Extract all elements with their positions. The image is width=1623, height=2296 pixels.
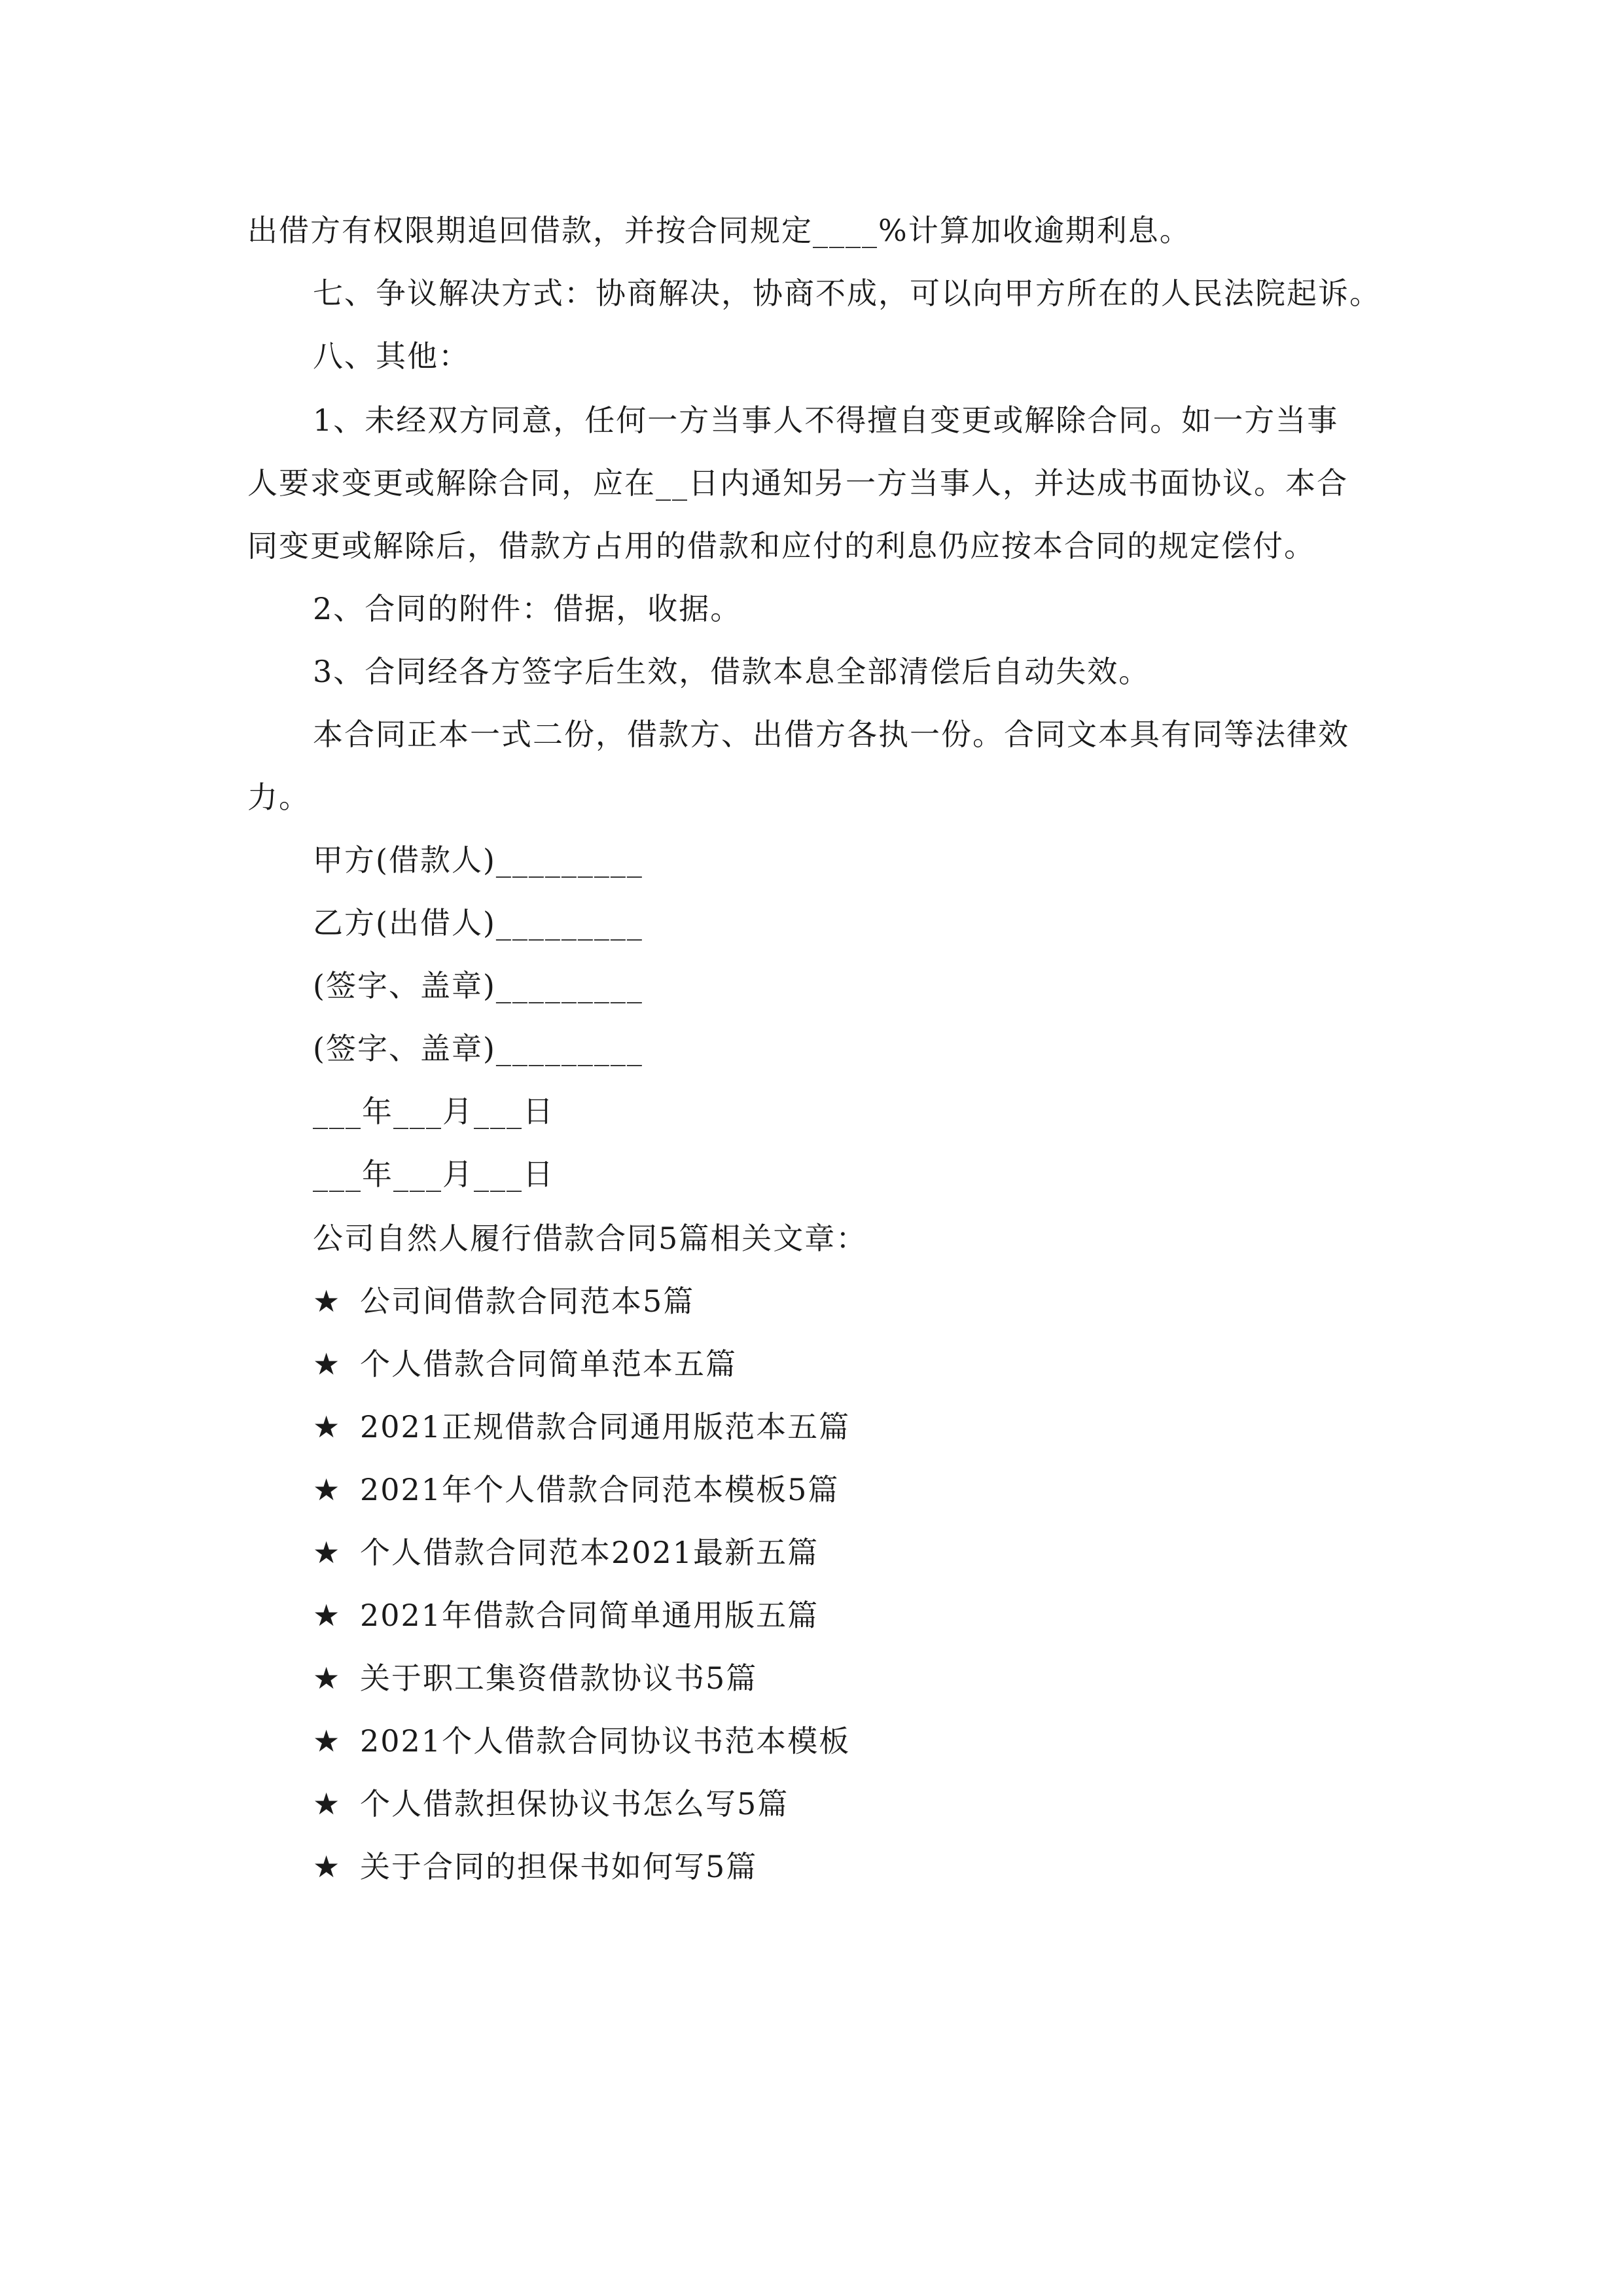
paragraph-line: 2、合同的附件：借据，收据。 — [313, 591, 742, 626]
related-article-item[interactable] — [313, 1596, 819, 1635]
star-icon: ★ — [313, 1535, 342, 1570]
star-icon: ★ — [313, 1472, 342, 1507]
star-icon: ★ — [313, 1598, 342, 1633]
related-article-link[interactable]: 2021个人借款合同协议书范本模板 — [360, 1723, 851, 1759]
star-icon: ★ — [313, 1660, 342, 1696]
related-heading: 公司自然人履行借款合同5篇相关文章： — [313, 1221, 868, 1256]
related-article-item[interactable] — [313, 1784, 789, 1823]
paragraph-line: 人要求变更或解除合同，应在__日内通知另一方当事人，并达成书面协议。本合 — [247, 465, 1348, 501]
related-article-item[interactable] — [313, 1344, 737, 1384]
date-line: ___年___月___日 — [313, 1094, 554, 1129]
signature-line: 乙方(出借人)_________ — [313, 905, 643, 941]
signature-line: (签字、盖章)_________ — [313, 1031, 643, 1066]
related-article-link[interactable]: 公司间借款合同范本5篇 — [360, 1283, 695, 1319]
paragraph-line: 3、合同经各方签字后生效，借款本息全部清偿后自动失效。 — [313, 654, 1150, 689]
related-article-item[interactable] — [313, 1470, 839, 1509]
related-article-item[interactable] — [313, 1659, 757, 1698]
star-icon: ★ — [313, 1723, 342, 1759]
related-article-item[interactable] — [313, 1533, 819, 1572]
star-icon: ★ — [313, 1346, 342, 1382]
star-icon: ★ — [313, 1786, 342, 1821]
related-article-link[interactable]: 个人借款担保协议书怎么写5篇 — [360, 1786, 789, 1821]
related-article-link[interactable]: 关于职工集资借款协议书5篇 — [360, 1660, 758, 1696]
signature-line: 甲方(借款人)_________ — [313, 842, 643, 878]
related-article-link[interactable]: 个人借款合同范本2021最新五篇 — [360, 1535, 819, 1570]
related-article-item[interactable] — [313, 1407, 850, 1446]
related-article-link[interactable]: 2021正规借款合同通用版范本五篇 — [360, 1409, 851, 1444]
paragraph-line: 同变更或解除后，借款方占用的借款和应付的利息仍应按本合同的规定偿付。 — [247, 528, 1315, 564]
paragraph-line: 八、其他： — [313, 338, 470, 374]
paragraph-line: 1、未经双方同意，任何一方当事人不得擅自变更或解除合同。如一方当事 — [313, 403, 1339, 438]
related-article-link[interactable]: 个人借款合同简单范本五篇 — [360, 1346, 737, 1382]
related-article-item[interactable] — [313, 1847, 757, 1886]
star-icon: ★ — [313, 1849, 342, 1884]
paragraph-line: 力。 — [247, 780, 310, 815]
related-article-link[interactable]: 2021年个人借款合同范本模板5篇 — [360, 1472, 840, 1507]
related-article-link[interactable]: 关于合同的担保书如何写5篇 — [360, 1849, 758, 1884]
related-article-link[interactable]: 2021年借款合同简单通用版五篇 — [360, 1598, 819, 1633]
star-icon: ★ — [313, 1283, 342, 1319]
paragraph-line: 七、争议解决方式：协商解决，协商不成，可以向甲方所在的人民法院起诉。 — [313, 276, 1381, 311]
date-line: ___年___月___日 — [313, 1157, 554, 1192]
related-article-item[interactable] — [313, 1282, 694, 1321]
star-icon: ★ — [313, 1409, 342, 1444]
signature-line: (签字、盖章)_________ — [313, 968, 643, 1003]
paragraph-line: 出借方有权限期追回借款，并按合同规定____%计算加收逾期利息。 — [247, 213, 1191, 248]
related-article-item[interactable] — [313, 1721, 850, 1761]
paragraph-line: 本合同正本一式二份，借款方、出借方各执一份。合同文本具有同等法律效 — [313, 717, 1349, 752]
